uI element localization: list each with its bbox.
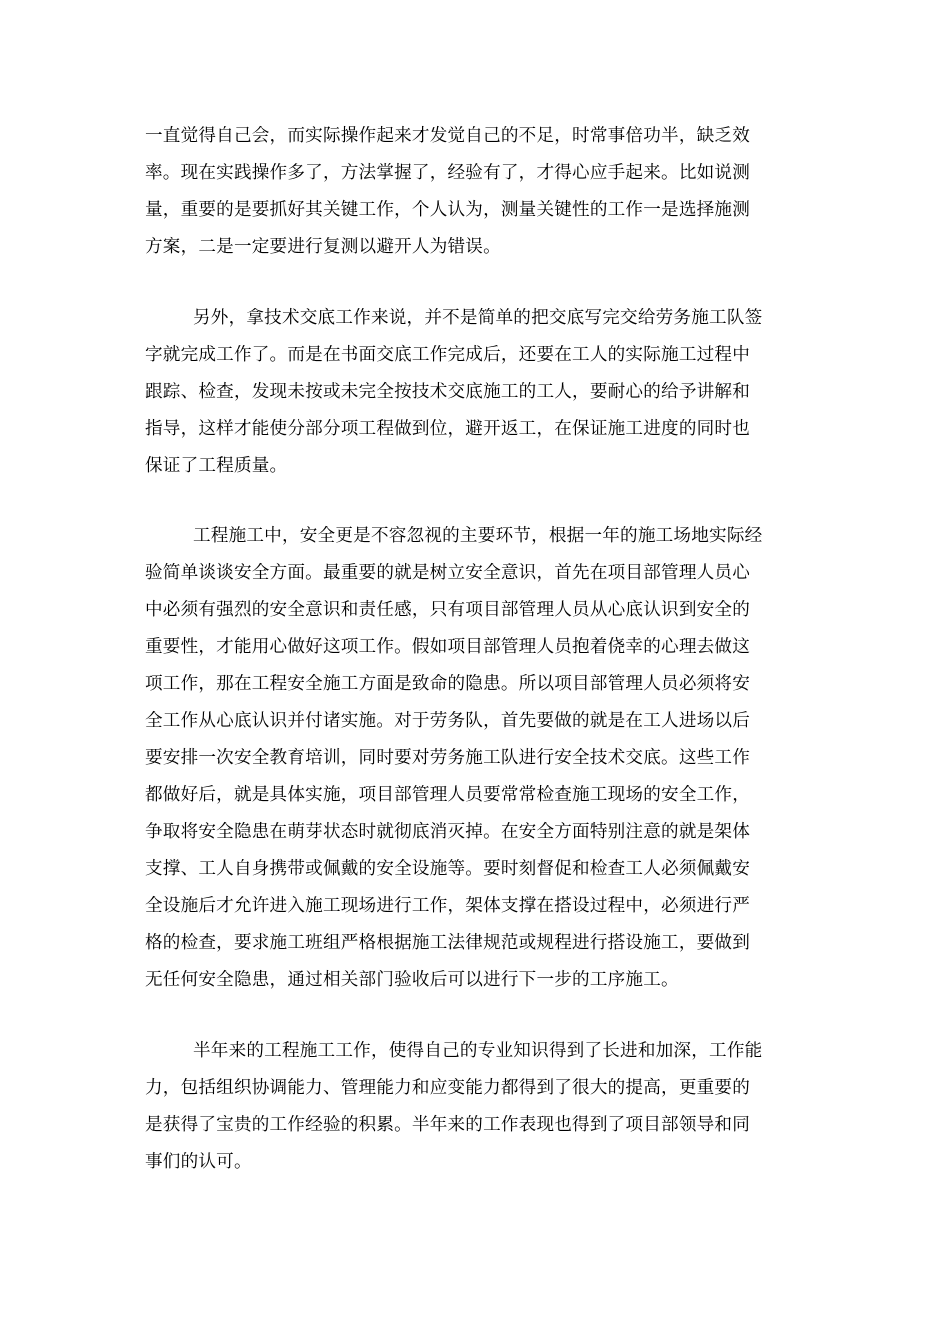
text-line: 指导，这样才能使分部分项工程做到位，避开返工，在保证施工进度的同时也 bbox=[145, 419, 750, 439]
text-line: 格的检查，要求施工班组严格根据施工法律规范或规程进行搭设施工，要做到 bbox=[145, 933, 750, 953]
text-line: 无任何安全隐患，通过相关部门验收后可以进行下一步的工序施工。 bbox=[145, 970, 679, 990]
text-line: 半年来的工程施工工作，使得自己的专业知识得到了长进和加深，工作能 bbox=[193, 1041, 763, 1061]
text-line: 率。现在实践操作多了，方法掌握了，经验有了，才得心应手起来。比如说测 bbox=[145, 163, 750, 183]
text-line: 是获得了宝贵的工作经验的积累。半年来的工作表现也得到了项目部领导和同 bbox=[145, 1115, 750, 1135]
text-line: 工程施工中，安全更是不容忽视的主要环节，根据一年的施工场地实际经 bbox=[193, 526, 763, 546]
text-line: 全设施后才允许进入施工现场进行工作，架体支撑在搭设过程中，必须进行严 bbox=[145, 896, 750, 916]
text-line: 一直觉得自己会，而实际操作起来才发觉自己的不足，时常事倍功半，缺乏效 bbox=[145, 126, 750, 146]
text-line: 字就完成工作了。而是在书面交底工作完成后，还要在工人的实际施工过程中 bbox=[145, 345, 750, 365]
text-line: 中必须有强烈的安全意识和责任感，只有项目部管理人员从心底认识到安全的 bbox=[145, 600, 750, 620]
text-line: 验简单谈谈安全方面。最重要的就是树立安全意识，首先在项目部管理人员心 bbox=[145, 563, 750, 583]
text-line: 支撑、工人自身携带或佩戴的安全设施等。要时刻督促和检查工人必须佩戴安 bbox=[145, 859, 750, 879]
text-line: 项工作，那在工程安全施工方面是致命的隐患。所以项目部管理人员必须将安 bbox=[145, 674, 750, 694]
text-line: 力，包括组织协调能力、管理能力和应变能力都得到了很大的提高，更重要的 bbox=[145, 1078, 750, 1098]
text-line: 重要性，才能用心做好这项工作。假如项目部管理人员抱着侥幸的心理去做这 bbox=[145, 637, 750, 657]
text-line: 争取将安全隐患在萌芽状态时就彻底消灭掉。在安全方面特别注意的就是架体 bbox=[145, 822, 750, 842]
text-line: 保证了工程质量。 bbox=[145, 456, 288, 476]
text-line: 要安排一次安全教育培训，同时要对劳务施工队进行安全技术交底。这些工作 bbox=[145, 748, 750, 768]
text-line: 事们的认可。 bbox=[145, 1152, 252, 1172]
text-line: 量，重要的是要抓好其关键工作，个人认为，测量关键性的工作一是选择施测 bbox=[145, 200, 750, 220]
text-line: 全工作从心底认识并付诸实施。对于劳务队，首先要做的就是在工人进场以后 bbox=[145, 711, 750, 731]
text-line: 跟踪、检查，发现未按或未完全按技术交底施工的工人，要耐心的给予讲解和 bbox=[145, 382, 750, 402]
text-line: 都做好后，就是具体实施，项目部管理人员要常常检查施工现场的安全工作， bbox=[145, 785, 750, 805]
text-line: 另外，拿技术交底工作来说，并不是简单的把交底写完交给劳务施工队签 bbox=[193, 308, 763, 328]
text-line: 方案，二是一定要进行复测以避开人为错误。 bbox=[145, 237, 501, 257]
